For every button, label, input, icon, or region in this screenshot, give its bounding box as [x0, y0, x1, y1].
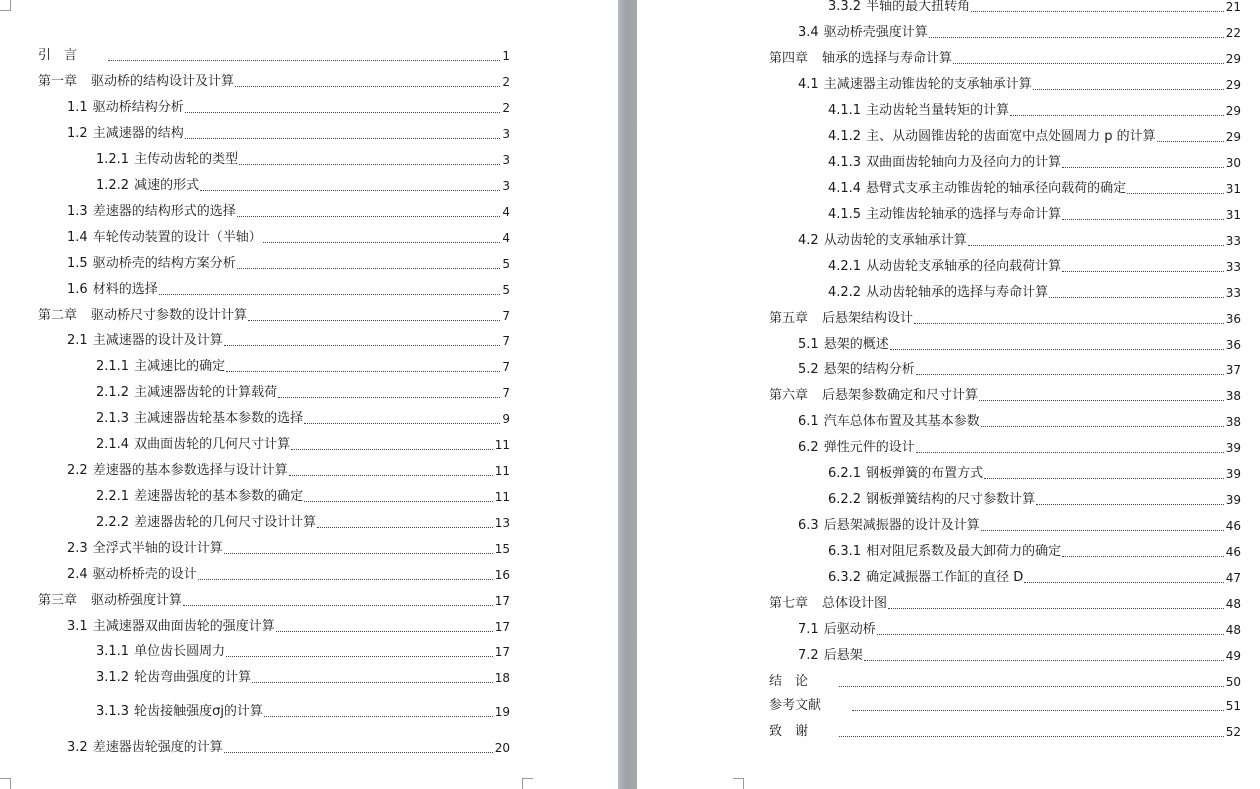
- toc-entry-number: 2.1.1: [96, 359, 130, 374]
- toc-entry-title: 驱动桥壳强度计算: [823, 25, 928, 40]
- toc-entry-number: 3.2: [67, 740, 88, 755]
- toc-entry-title: 主减速器齿轮的计算载荷: [134, 385, 278, 400]
- toc-page-number: 17: [494, 594, 510, 608]
- toc-dot-leader: [1062, 166, 1224, 168]
- toc-page-number: 48: [1225, 597, 1241, 611]
- toc-entry-title: 后悬架结构设计: [822, 311, 914, 326]
- toc-dot-leader: [237, 215, 501, 217]
- toc-entry-title: 主减速器的设计及计算: [92, 333, 223, 348]
- toc-entry[interactable]: [828, 465, 1241, 483]
- toc-entry-number: 1.2.1: [96, 152, 130, 167]
- toc-entry-title: 差速器齿轮强度的计算: [92, 740, 223, 755]
- toc-dot-leader: [852, 709, 1224, 711]
- toc-entry[interactable]: [67, 281, 510, 299]
- toc-entry[interactable]: [828, 128, 1241, 146]
- toc-entry-number: 引 言: [38, 48, 78, 63]
- toc-dot-leader: [877, 633, 1224, 635]
- toc-entry-number: 2.4: [67, 567, 88, 582]
- toc-entry-title: 后驱动桥: [823, 622, 876, 637]
- toc-entry-number: 6.2.2: [828, 492, 862, 507]
- toc-entry[interactable]: [96, 358, 510, 376]
- toc-entry-number: 1.2.2: [96, 178, 130, 193]
- toc-entry-title: 驱动桥壳的结构方案分析: [92, 256, 236, 271]
- toc-entry-title: 后悬架参数确定和尺寸计算: [822, 388, 979, 403]
- toc-page-number: 7: [502, 309, 510, 323]
- toc-dot-leader: [185, 111, 501, 113]
- toc-entry-number: 3.3.2: [828, 0, 862, 14]
- toc-dot-leader: [953, 62, 1224, 64]
- toc-entry[interactable]: [798, 336, 1241, 354]
- toc-page-number: 37: [1225, 363, 1241, 377]
- toc-page-number: 52: [1225, 725, 1241, 739]
- toc-entry[interactable]: [798, 517, 1241, 535]
- toc-entry-title: 车轮传动装置的设计（半轴）: [92, 230, 262, 245]
- toc-entry[interactable]: [828, 102, 1241, 120]
- toc-entry-title: 全浮式半轴的设计计算: [92, 541, 223, 556]
- page-corner-mark: [733, 778, 744, 789]
- toc-entry-title: 钢板弹簧结构的尺寸参数计算: [866, 492, 1036, 507]
- toc-page-number: 13: [494, 516, 510, 530]
- toc-entry-title: 后悬架: [823, 648, 863, 663]
- toc-dot-leader: [289, 474, 493, 476]
- toc-page-number: 4: [502, 231, 510, 245]
- toc-entry[interactable]: [67, 566, 510, 584]
- toc-dot-leader: [239, 163, 500, 165]
- toc-entry[interactable]: [38, 47, 510, 65]
- toc-entry-number: 6.3.2: [828, 570, 862, 585]
- toc-entry-title: 单位齿长圆周力: [134, 644, 226, 659]
- toc-entry-number: 7.1: [798, 622, 819, 637]
- toc-page-number: 4: [502, 205, 510, 219]
- toc-entry-title: 主减速器双曲面齿轮的强度计算: [92, 619, 275, 634]
- toc-entry-number: 第一章: [38, 74, 78, 89]
- toc-dot-leader: [1049, 296, 1224, 298]
- toc-entry[interactable]: [67, 203, 510, 221]
- toc-dot-leader: [981, 529, 1224, 531]
- toc-entry[interactable]: [798, 361, 1241, 379]
- toc-entry-number: 2.1: [67, 333, 88, 348]
- toc-entry-title: 主、从动圆锥齿轮的齿面宽中点处圆周力 p 的计算: [866, 129, 1156, 144]
- toc-dot-leader: [252, 681, 493, 683]
- toc-page-number: 29: [1225, 52, 1241, 66]
- toc-dot-leader: [1010, 114, 1224, 116]
- toc-entry[interactable]: [798, 413, 1241, 431]
- toc-page-number: 17: [494, 645, 510, 659]
- toc-dot-leader: [1062, 270, 1224, 272]
- toc-entry[interactable]: [67, 739, 510, 757]
- toc-entry[interactable]: [828, 0, 1241, 16]
- toc-page-number: 20: [494, 741, 510, 755]
- toc-page-number: 50: [1225, 675, 1241, 689]
- toc-page-number: 7: [502, 334, 510, 348]
- toc-entry[interactable]: [67, 229, 510, 247]
- toc-entry-title: 减速的形式: [134, 178, 200, 193]
- toc-page-number: 15: [494, 542, 510, 556]
- toc-entry-title: 从动齿轮的支承轴承计算: [823, 233, 967, 248]
- toc-entry-number: 2.2.2: [96, 515, 130, 530]
- toc-page-number: 33: [1225, 260, 1241, 274]
- toc-entry-number: 1.6: [67, 282, 88, 297]
- toc-entry-number: 第六章: [769, 388, 809, 403]
- toc-page-number: 30: [1225, 156, 1241, 170]
- toc-entry-title: 驱动桥的结构设计及计算: [91, 74, 235, 89]
- toc-dot-leader: [890, 348, 1224, 350]
- toc-page-number: 17: [494, 620, 510, 634]
- toc-dot-leader: [839, 685, 1224, 687]
- toc-entry[interactable]: [96, 436, 510, 454]
- toc-page-number: 11: [494, 438, 510, 452]
- toc-dot-leader: [235, 85, 500, 87]
- toc-entry-title: 从动齿轮轴承的选择与寿命计算: [866, 285, 1049, 300]
- toc-entry-number: 6.2: [798, 440, 819, 455]
- toc-entry[interactable]: [769, 595, 1241, 613]
- toc-dot-leader: [224, 552, 493, 554]
- toc-page-number: 2: [502, 101, 510, 115]
- toc-entry[interactable]: [769, 310, 1241, 328]
- toc-dot-leader: [1157, 140, 1224, 142]
- toc-entry[interactable]: [769, 50, 1241, 68]
- toc-entry-title: 轮齿接触强度σj的计算: [134, 704, 263, 719]
- toc-dot-leader: [224, 751, 493, 753]
- toc-dot-leader: [984, 477, 1224, 479]
- toc-page-number: 21: [1225, 0, 1241, 14]
- toc-dot-leader: [237, 267, 501, 269]
- toc-page-number: 33: [1225, 286, 1241, 300]
- toc-dot-leader: [1036, 503, 1224, 505]
- toc-page-number: 5: [502, 283, 510, 297]
- toc-entry-title: 悬架的结构分析: [823, 362, 915, 377]
- toc-page-number: 47: [1225, 571, 1241, 585]
- toc-entry[interactable]: [798, 24, 1241, 42]
- toc-dot-leader: [183, 604, 493, 606]
- toc-entry-title: 轮齿弯曲强度的计算: [134, 670, 252, 685]
- document-page-left: [0, 0, 618, 789]
- toc-entry-number: 1.5: [67, 256, 88, 271]
- toc-entry[interactable]: [828, 491, 1241, 509]
- toc-page-number: 9: [502, 412, 510, 426]
- page-gutter: [618, 0, 637, 789]
- toc-entry-number: 第五章: [769, 311, 809, 326]
- toc-dot-leader: [226, 655, 493, 657]
- toc-entry-title: 钢板弹簧的布置方式: [866, 466, 984, 481]
- toc-entry-number: 2.2.1: [96, 489, 130, 504]
- toc-entry[interactable]: [798, 621, 1241, 639]
- toc-entry-number: 7.2: [798, 648, 819, 663]
- toc-entry[interactable]: [769, 387, 1241, 405]
- toc-entry-number: 3.1.2: [96, 670, 130, 685]
- toc-entry[interactable]: [769, 697, 1241, 715]
- toc-entry-number: 结 论: [769, 674, 809, 689]
- toc-entry[interactable]: [38, 307, 510, 325]
- toc-entry[interactable]: [798, 232, 1241, 250]
- toc-entry-title: 主减速器齿轮基本参数的选择: [134, 411, 304, 426]
- toc-dot-leader: [1127, 192, 1224, 194]
- toc-entry-title: 驱动桥尺寸参数的设计计算: [91, 308, 248, 323]
- toc-entry-title: 驱动桥强度计算: [91, 593, 183, 608]
- toc-entry[interactable]: [96, 703, 510, 721]
- toc-entry-title: 相对阻尼系数及最大卸荷力的确定: [866, 544, 1062, 559]
- toc-page-number: 22: [1225, 26, 1241, 40]
- toc-page-number: 29: [1225, 130, 1241, 144]
- toc-page-number: 36: [1225, 312, 1241, 326]
- toc-entry[interactable]: [828, 543, 1241, 561]
- document-page-right: [637, 0, 1260, 789]
- toc-entry-title: 后悬架减振器的设计及计算: [823, 518, 980, 533]
- toc-entry[interactable]: [38, 592, 510, 610]
- toc-entry[interactable]: [67, 540, 510, 558]
- toc-page-number: 11: [494, 490, 510, 504]
- page-corner-mark: [0, 0, 11, 11]
- toc-dot-leader: [916, 451, 1224, 453]
- toc-entry[interactable]: [828, 258, 1241, 276]
- toc-page-number: 11: [494, 464, 510, 478]
- toc-entry[interactable]: [67, 255, 510, 273]
- toc-page-number: 2: [502, 75, 510, 89]
- toc-page-number: 16: [494, 568, 510, 582]
- toc-entry-title: 双曲面齿轮的几何尺寸计算: [134, 437, 291, 452]
- toc-entry[interactable]: [67, 99, 510, 117]
- toc-dot-leader: [304, 500, 493, 502]
- toc-entry-number: 6.3.1: [828, 544, 862, 559]
- toc-entry-title: 主减速比的确定: [134, 359, 226, 374]
- toc-entry-number: 第四章: [769, 51, 809, 66]
- toc-entry-number: 2.2: [67, 463, 88, 478]
- toc-page-number: 46: [1225, 545, 1241, 559]
- toc-entry-number: 6.1: [798, 414, 819, 429]
- toc-page-number: 39: [1225, 467, 1241, 481]
- toc-page-number: 33: [1225, 234, 1241, 248]
- toc-entry[interactable]: [96, 384, 510, 402]
- toc-dot-leader: [888, 607, 1224, 609]
- toc-entry[interactable]: [769, 723, 1241, 741]
- toc-entry-number: 4.2.1: [828, 259, 862, 274]
- toc-page-number: 38: [1225, 415, 1241, 429]
- toc-entry-number: 5.2: [798, 362, 819, 377]
- toc-entry-number: 2.3: [67, 541, 88, 556]
- toc-entry-title: 悬架的概述: [823, 337, 889, 352]
- toc-entry-number: 3.1: [67, 619, 88, 634]
- toc-page-number: 31: [1225, 208, 1241, 222]
- toc-entry-number: 4.1: [798, 77, 819, 92]
- toc-entry[interactable]: [67, 125, 510, 143]
- toc-dot-leader: [278, 396, 500, 398]
- toc-dot-leader: [198, 578, 493, 580]
- toc-entry-number: 第七章: [769, 596, 809, 611]
- toc-entry-title: 主动锥齿轮轴承的选择与寿命计算: [866, 207, 1062, 222]
- toc-entry-title: 差速器齿轮的基本参数的确定: [134, 489, 304, 504]
- toc-entry-title: 主减速器的结构: [92, 126, 184, 141]
- toc-dot-leader: [1033, 88, 1224, 90]
- toc-entry-number: 1.1: [67, 100, 88, 115]
- toc-entry-number: 1.4: [67, 230, 88, 245]
- toc-dot-leader: [1024, 581, 1223, 583]
- toc-entry[interactable]: [769, 673, 1241, 691]
- toc-entry-title: 差速器的结构形式的选择: [92, 204, 236, 219]
- toc-dot-leader: [1062, 218, 1224, 220]
- toc-entry[interactable]: [828, 206, 1241, 224]
- toc-entry-title: 差速器的基本参数选择与设计计算: [92, 463, 288, 478]
- toc-dot-leader: [981, 425, 1224, 427]
- toc-entry-title: 驱动桥结构分析: [92, 100, 184, 115]
- toc-entry-number: 3.1.3: [96, 704, 130, 719]
- toc-entry[interactable]: [96, 669, 510, 687]
- toc-dot-leader: [248, 319, 500, 321]
- toc-entry[interactable]: [96, 514, 510, 532]
- toc-entry-title: 半轴的最大扭转角: [866, 0, 971, 14]
- toc-entry[interactable]: [828, 569, 1241, 587]
- toc-page-number: 39: [1225, 493, 1241, 507]
- toc-dot-leader: [159, 293, 501, 295]
- toc-dot-leader: [839, 735, 1224, 737]
- toc-entry-title: 主减速器主动锥齿轮的支承轴承计算: [823, 77, 1032, 92]
- toc-dot-leader: [914, 322, 1224, 324]
- toc-entry[interactable]: [67, 332, 510, 350]
- toc-entry-title: 确定减振器工作缸的直径 D: [866, 570, 1024, 585]
- toc-entry-number: 4.1.4: [828, 181, 862, 196]
- toc-dot-leader: [916, 373, 1224, 375]
- toc-dot-leader: [864, 659, 1224, 661]
- toc-page-number: 29: [1225, 78, 1241, 92]
- page-corner-mark: [0, 778, 11, 789]
- toc-entry-number: 2.1.2: [96, 385, 130, 400]
- toc-dot-leader: [224, 344, 501, 346]
- toc-entry-title: 总体设计图: [822, 596, 888, 611]
- toc-page-number: 31: [1225, 182, 1241, 196]
- toc-entry-number: 3.1.1: [96, 644, 130, 659]
- toc-entry-title: 双曲面齿轮轴向力及径向力的计算: [866, 155, 1062, 170]
- toc-entry-title: 汽车总体布置及其基本参数: [823, 414, 980, 429]
- toc-dot-leader: [276, 630, 493, 632]
- toc-page-number: 7: [502, 386, 510, 400]
- toc-entry-title: 从动齿轮支承轴承的径向载荷计算: [866, 259, 1062, 274]
- toc-dot-leader: [317, 526, 493, 528]
- toc-entry-number: 4.1.1: [828, 103, 862, 118]
- toc-page-number: 18: [494, 671, 510, 685]
- toc-dot-leader: [200, 189, 500, 191]
- toc-entry[interactable]: [67, 462, 510, 480]
- toc-entry[interactable]: [96, 643, 510, 661]
- toc-entry[interactable]: [828, 154, 1241, 172]
- toc-entry[interactable]: [828, 284, 1241, 302]
- toc-entry-number: 致 谢: [769, 724, 809, 739]
- toc-page-number: 1: [502, 49, 510, 63]
- toc-dot-leader: [263, 241, 501, 243]
- toc-entry[interactable]: [96, 151, 510, 169]
- toc-dot-leader: [185, 137, 501, 139]
- toc-page-number: 3: [502, 153, 510, 167]
- toc-entry-number: 2.1.4: [96, 437, 130, 452]
- toc-dot-leader: [108, 59, 500, 61]
- toc-entry-number: 3.4: [798, 25, 819, 40]
- toc-entry-number: 参考文献: [769, 698, 822, 713]
- toc-page-number: 3: [502, 179, 510, 193]
- toc-dot-leader: [226, 370, 500, 372]
- toc-dot-leader: [968, 244, 1224, 246]
- toc-dot-leader: [264, 715, 493, 717]
- toc-dot-leader: [291, 448, 493, 450]
- toc-entry-number: 6.2.1: [828, 466, 862, 481]
- toc-page-number: 39: [1225, 441, 1241, 455]
- toc-page-number: 36: [1225, 338, 1241, 352]
- toc-page-number: 3: [502, 127, 510, 141]
- toc-page-number: 46: [1225, 519, 1241, 533]
- toc-entry-title: 驱动桥桥壳的设计: [92, 567, 197, 582]
- toc-entry[interactable]: [828, 180, 1241, 198]
- toc-page-number: 29: [1225, 104, 1241, 118]
- toc-entry-title: 主传动齿轮的类型: [134, 152, 239, 167]
- toc-entry-number: 6.3: [798, 518, 819, 533]
- toc-entry-number: 4.1.5: [828, 207, 862, 222]
- toc-dot-leader: [304, 422, 500, 424]
- toc-entry[interactable]: [67, 618, 510, 636]
- toc-page-number: 7: [502, 360, 510, 374]
- toc-entry[interactable]: [798, 647, 1241, 665]
- toc-entry-number: 1.2: [67, 126, 88, 141]
- toc-entry-number: 第二章: [38, 308, 78, 323]
- toc-entry-title: 差速器齿轮的几何尺寸设计计算: [134, 515, 317, 530]
- page-corner-mark: [522, 778, 533, 789]
- toc-entry-title: 材料的选择: [92, 282, 158, 297]
- toc-entry-number: 4.2: [798, 233, 819, 248]
- toc-entry-number: 2.1.3: [96, 411, 130, 426]
- toc-dot-leader: [979, 399, 1224, 401]
- toc-entry-number: 1.3: [67, 204, 88, 219]
- toc-entry-number: 4.1.2: [828, 129, 862, 144]
- toc-entry[interactable]: [96, 410, 510, 428]
- toc-dot-leader: [1062, 555, 1224, 557]
- toc-page-number: 48: [1225, 623, 1241, 637]
- toc-page-number: 38: [1225, 389, 1241, 403]
- toc-entry-title: 悬臂式支承主动锥齿轮的轴承径向载荷的确定: [866, 181, 1127, 196]
- toc-page-number: 5: [502, 257, 510, 271]
- toc-dot-leader: [929, 36, 1224, 38]
- toc-entry[interactable]: [38, 73, 510, 91]
- toc-entry-title: 主动齿轮当量转矩的计算: [866, 103, 1010, 118]
- toc-page-number: 49: [1225, 649, 1241, 663]
- toc-entry-number: 4.1.3: [828, 155, 862, 170]
- toc-dot-leader: [971, 10, 1224, 12]
- toc-page-number: 19: [494, 705, 510, 719]
- toc-entry-number: 4.2.2: [828, 285, 862, 300]
- toc-entry[interactable]: [96, 177, 510, 195]
- toc-page-number: 51: [1225, 699, 1241, 713]
- toc-entry[interactable]: [96, 488, 510, 506]
- toc-entry-number: 第三章: [38, 593, 78, 608]
- toc-entry[interactable]: [798, 76, 1241, 94]
- toc-entry[interactable]: [798, 439, 1241, 457]
- toc-entry-title: 轴承的选择与寿命计算: [822, 51, 953, 66]
- toc-entry-number: 5.1: [798, 337, 819, 352]
- toc-entry-title: 弹性元件的设计: [823, 440, 915, 455]
